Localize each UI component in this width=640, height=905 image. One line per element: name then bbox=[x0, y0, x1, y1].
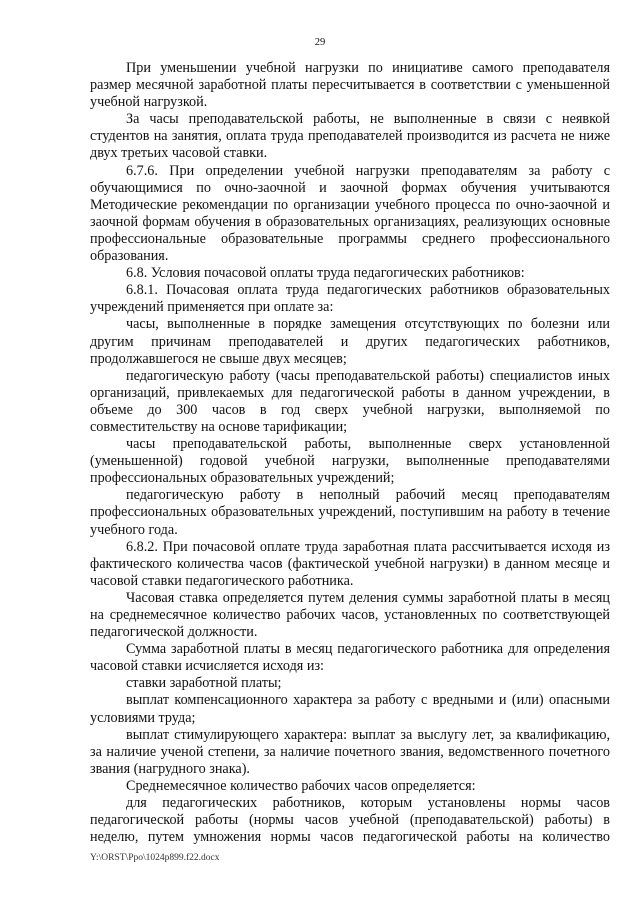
paragraph: За часы преподавательской работы, не выполненные в связи с неявкой студентов на занятия, оплата труда преподавателей производится из расчета не ниже двух третьих часовой ставки. bbox=[90, 111, 610, 162]
page-number: 29 bbox=[314, 37, 326, 48]
paragraph: При уменьшении учебной нагрузки по инициативе самого преподавателя размер месячной заработной платы пересчитывается в соответствии с уменьшенной учебной нагрузкой. bbox=[90, 60, 610, 111]
paragraph: 6.8.2. При почасовой оплате труда заработная плата рассчитывается исходя из фактического количества часов (фактической учебной нагрузки) в данном месяце и часовой ставки педагогического работника. bbox=[90, 538, 610, 589]
paragraph: 6.7.6. При определении учебной нагрузки преподавателям за работу с обучающимися по очно-заочной и заочной формах обучения учитываются Методические рекомендации по организации учебного процесса по очно-заочной и заочной формам обучения в образовательных организациях, реализующих основные профессиональные образовательные программы среднего профессионального образования. bbox=[90, 162, 610, 265]
paragraph: Среднемесячное количество рабочих часов определяется: bbox=[126, 777, 476, 794]
footer-file-path: Y:\ORST\Ppo\1024p899.f22.docx bbox=[90, 853, 220, 863]
paragraph: Сумма заработной платы в месяц педагогического работника для определения часовой ставки исчисляется исходя из: bbox=[90, 641, 610, 675]
paragraph: для педагогических работников, которым установлены нормы часов педагогической работы (нормы часов учебной (преподавательской) работы) в неделю, путем умножения нормы часов педагогической работы на количество bbox=[90, 795, 610, 846]
paragraph: 6.8. Условия почасовой оплаты труда педагогических работников: bbox=[126, 265, 525, 282]
paragraph: 6.8.1. Почасовая оплата труда педагогических работников образовательных учреждений применяется при оплате за: bbox=[90, 282, 610, 316]
paragraph: Часовая ставка определяется путем деления суммы заработной платы в месяц на среднемесячное количество рабочих часов, установленных по соответствующей педагогической должности. bbox=[90, 589, 610, 641]
paragraph: педагогическую работу в неполный рабочий месяц преподавателям профессиональных образовательных учреждений, поступившим на работу в течение учебного года. bbox=[90, 487, 610, 538]
paragraph: часы, выполненные в порядке замещения отсутствующих по болезни или другим причинам преподавателей и других педагогических работников, продолжавшегося не свыше двух месяцев; bbox=[90, 316, 610, 367]
paragraph: часы преподавательской работы, выполненные сверх установленной (уменьшенной) годовой учебной нагрузки, выполненные преподавателями профессиональных образовательных учреждений; bbox=[90, 436, 610, 487]
paragraph: выплат стимулирующего характера: выплат за выслугу лет, за квалификацию, за наличие ученой степени, за наличие почетного звания, ведомственного почетного звания (нагрудного знака). bbox=[90, 726, 610, 777]
document-body bbox=[90, 60, 610, 846]
paragraph: выплат компенсационного характера за работу с вредными и (или) опасными условиями труда; bbox=[90, 692, 610, 726]
paragraph: педагогическую работу (часы преподавательской работы) специалистов иных организаций, привлекаемых для педагогической работы в данном учреждении, в объеме до 300 часов в год сверх учебной нагрузки, выполняемой по совместительству на основе тарификации; bbox=[90, 367, 610, 435]
paragraph: ставки заработной платы; bbox=[126, 675, 282, 692]
